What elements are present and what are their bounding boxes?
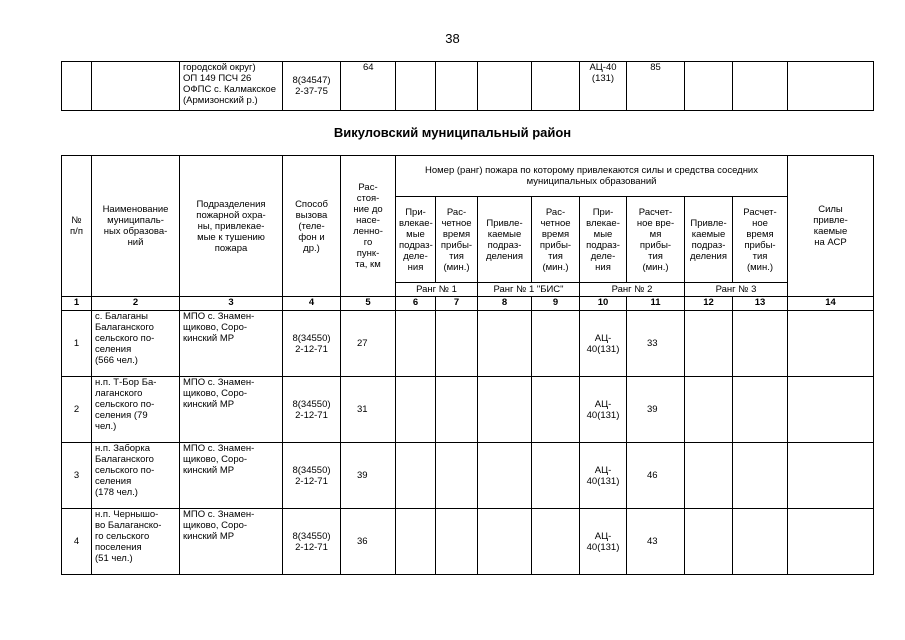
col-number: 12 <box>685 297 733 311</box>
col-number: 2 <box>92 297 180 311</box>
col-number: 14 <box>788 297 874 311</box>
header-distance: Рас- стоя- ние до насе- ленно- го пунк- та, км <box>341 156 396 297</box>
header-sub-4: Рас- четное время прибы- тия (мин.) <box>532 197 580 283</box>
row-settlement: н.п. Чернышо- во Балаганско- го сельского поселения (51 чел.) <box>92 509 180 575</box>
row-time: 33 <box>627 311 685 377</box>
table-row <box>62 509 874 575</box>
table-row <box>62 443 874 509</box>
row-settlement: н.п. Т-Бор Ба- лаганского сельского по- селения (79 чел.) <box>92 377 180 443</box>
header-sub-5: При- влекае- мые подраз- деле- ния <box>580 197 627 283</box>
row-vehicle: АЦ- 40(131) <box>580 377 627 443</box>
continuation-table <box>61 61 874 111</box>
page-number: 38 <box>445 31 460 46</box>
header-rank-group: Номер (ранг) пожара по которому привлекаются силы и средства соседних муниципальных образований <box>396 156 788 197</box>
continuation-row <box>62 62 874 111</box>
row-phone: 8(34550) 2-12-71 <box>283 443 341 509</box>
row-vehicle: АЦ- 40(131) <box>580 443 627 509</box>
row-phone: 8(34550) 2-12-71 <box>283 377 341 443</box>
row-unit: МПО с. Знамен- щиково, Соро- кинский МР <box>180 443 283 509</box>
col-number: 8 <box>478 297 532 311</box>
header-unit: Подразделения пожарной охра- ны, привлекае- мые к тушению пожара <box>180 156 283 297</box>
fire-forces-table <box>61 155 874 575</box>
row-vehicle: АЦ- 40(131) <box>580 509 627 575</box>
row-num: 2 <box>62 377 92 443</box>
row-distance: 27 <box>341 311 396 377</box>
header-rank-1: Ранг № 1 <box>396 283 478 297</box>
row-distance: 31 <box>341 377 396 443</box>
header-sub-1: При- влекае- мые подраз- деле- ния <box>396 197 436 283</box>
header-sub-8: Расчет- ное время прибы- тия (мин.) <box>733 197 788 283</box>
row-time: 46 <box>627 443 685 509</box>
row-settlement: н.п. Заборка Балаганского сельского по- селения (178 чел.) <box>92 443 180 509</box>
header-sub-6: Расчет- ное вре- мя прибы- тия (мин.) <box>627 197 685 283</box>
col-number: 13 <box>733 297 788 311</box>
column-number-row <box>62 297 874 311</box>
row-distance: 36 <box>341 509 396 575</box>
header-call: Способ вызова (теле- фон и др.) <box>283 156 341 297</box>
row-num: 1 <box>62 311 92 377</box>
header-asr: Силы привле- каемые на АСР <box>788 156 874 297</box>
header-name: Наименование муниципаль- ных образова- ний <box>92 156 180 297</box>
col-number: 6 <box>396 297 436 311</box>
row-distance: 39 <box>341 443 396 509</box>
header-row-1 <box>62 156 874 197</box>
row-unit: МПО с. Знамен- щиково, Соро- кинский МР <box>180 311 283 377</box>
row-unit: МПО с. Знамен- щиково, Соро- кинский МР <box>180 377 283 443</box>
header-rank-3: Ранг № 3 <box>685 283 788 297</box>
col-number: 5 <box>341 297 396 311</box>
row-phone: 8(34550) 2-12-71 <box>283 509 341 575</box>
row-time: 39 <box>627 377 685 443</box>
header-num: № п/п <box>62 156 92 297</box>
col-number: 11 <box>627 297 685 311</box>
section-title: Викуловский муниципальный район <box>333 125 572 140</box>
continuation-vehicle: АЦ-40 (131) <box>580 62 627 111</box>
row-phone: 8(34550) 2-12-71 <box>283 311 341 377</box>
row-settlement: с. Балаганы Балаганского сельского по- селения (566 чел.) <box>92 311 180 377</box>
col-number: 9 <box>532 297 580 311</box>
col-number: 4 <box>283 297 341 311</box>
row-num: 4 <box>62 509 92 575</box>
col-number: 1 <box>62 297 92 311</box>
col-number: 7 <box>436 297 478 311</box>
header-sub-2: Рас- четное время прибы- тия (мин.) <box>436 197 478 283</box>
continuation-phone: 8(34547) 2-37-75 <box>283 62 341 111</box>
table-row <box>62 377 874 443</box>
header-sub-3: Привле- каемые подраз- деления <box>478 197 532 283</box>
row-num: 3 <box>62 443 92 509</box>
header-rank-2: Ранг № 2 <box>580 283 685 297</box>
continuation-distance: 64 <box>341 62 396 111</box>
header-rank-1-bis: Ранг № 1 "БИС" <box>478 283 580 297</box>
table-row <box>62 311 874 377</box>
row-vehicle: АЦ- 40(131) <box>580 311 627 377</box>
continuation-time: 85 <box>627 62 685 111</box>
col-number: 10 <box>580 297 627 311</box>
header-sub-7: Привле- каемые подраз- деления <box>685 197 733 283</box>
row-time: 43 <box>627 509 685 575</box>
continuation-unit: городской округ) ОП 149 ПСЧ 26 ОФПС с. Калмакское (Армизонский р.) <box>180 62 283 111</box>
col-number: 3 <box>180 297 283 311</box>
row-unit: МПО с. Знамен- щиково, Соро- кинский МР <box>180 509 283 575</box>
